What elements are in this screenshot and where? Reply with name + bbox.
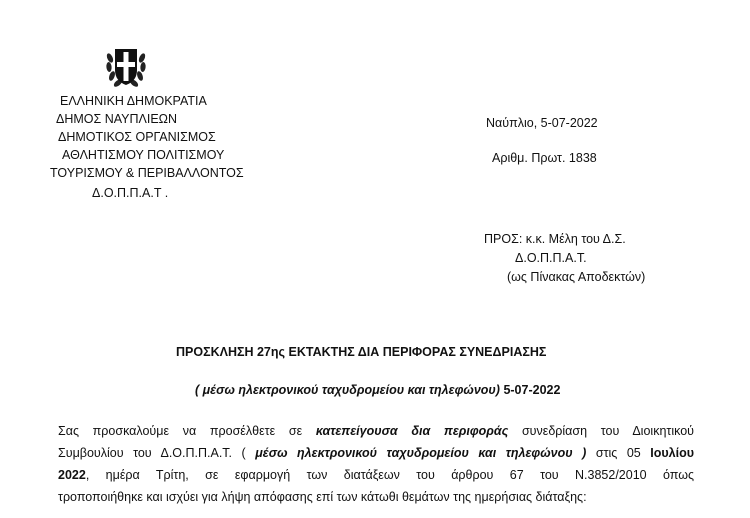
emphasis-run: Ιουλίου [650, 446, 694, 460]
emphasis-run: κατεπείγουσα δια περιφοράς [315, 424, 509, 438]
issuer-line: ΔΗΜΟΤΙΚΟΣ ΟΡΓΑΝΙΣΜΟΣ [58, 130, 216, 144]
issuer-line: ΤΟΥΡΙΣΜΟΥ & ΠΕΡΙΒΑΛΛΟΝΤΟΣ [50, 166, 244, 180]
paragraph-line [58, 486, 694, 508]
invitation-paragraph [58, 420, 694, 508]
emphasis-run: μέσω ηλεκτρονικού ταχυδρομείου και τηλεφώνου ) [255, 446, 587, 460]
recipients-line: (ως Πίνακας Αποδεκτών) [507, 270, 646, 284]
subtitle-date: 5-07-2022 [499, 383, 561, 397]
issuer-line: ΔΗΜΟΣ ΝΑΥΠΛΙΕΩΝ [56, 112, 178, 126]
issuer-block [52, 92, 244, 202]
text-run: Σας προσκαλούμε να προσέλθετε σε [58, 424, 316, 438]
subtitle-italic: ( μέσω ηλεκτρονικού ταχυδρομείου και τηλεφώνου) [195, 383, 500, 397]
text-run: συνεδρίαση του Διοικητικού [508, 424, 694, 438]
text-run: στις 05 [586, 446, 651, 460]
text-run: τροποποιήθηκε και ισχύει για λήψη απόφασης επί των κάτωθι θεμάτων της ημερήσιας διάταξης: [58, 490, 587, 504]
issuer-line: ΑΘΛΗΤΙΣΜΟΥ ΠΟΛΙΤΙΣΜΟΥ [62, 148, 225, 162]
document-subtitle [195, 383, 560, 397]
paragraph-line [58, 442, 694, 464]
issuer-line: ΕΛΛΗΝΙΚΗ ΔΗΜΟΚΡΑΤΙΑ [60, 94, 207, 108]
text-run: Συμβουλίου του Δ.Ο.Π.Π.Α.Τ. ( [58, 446, 256, 460]
issuer-line: Δ.Ο.Π.Π.Α.Τ . [92, 186, 169, 200]
recipients-line: Δ.Ο.Π.Π.Α.Τ. [515, 251, 587, 265]
recipients-line: ΠΡΟΣ: κ.κ. Μέλη του Δ.Σ. [484, 232, 626, 246]
place-date: Ναύπλιο, 5-07-2022 [486, 116, 598, 130]
coat-of-arms-icon [104, 44, 148, 90]
paragraph-line [58, 464, 694, 486]
text-run: , ημέρα Τρίτη, σε εφαρμογή των διατάξεων του άρθρου 67 του Ν.3852/2010 όπως [85, 468, 694, 482]
paragraph-line [58, 420, 694, 442]
emphasis-run: 2022 [58, 468, 86, 482]
protocol-number: Αριθμ. Πρωτ. 1838 [492, 151, 597, 165]
document-title: ΠΡΟΣΚΛΗΣΗ 27ης ΕΚΤΑΚΤΗΣ ΔΙΑ ΠΕΡΙΦΟΡΑΣ ΣΥΝΕΔΡΙΑΣΗΣ [176, 345, 547, 359]
